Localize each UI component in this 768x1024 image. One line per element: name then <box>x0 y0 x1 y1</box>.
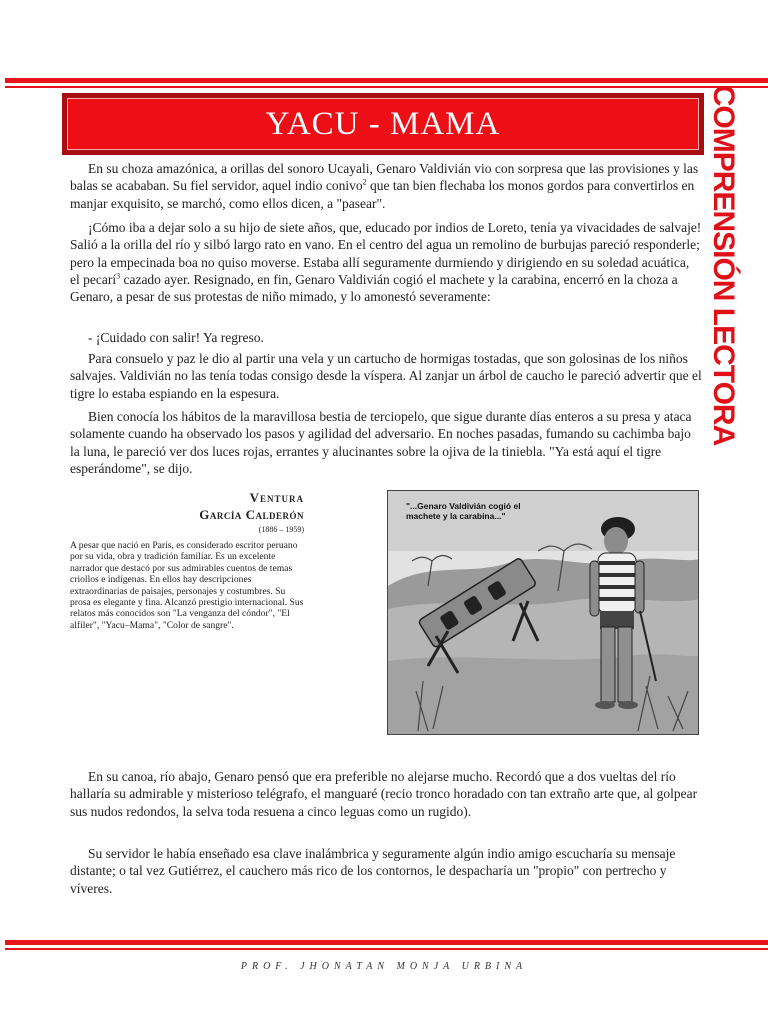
paragraph-2 <box>70 219 702 305</box>
paragraph-1-text: En su choza amazónica, a orillas del sonoro Ucayali, Genaro Valdivián vio con sorpresa que las provisiones y las balas se acababan. Su fiel servidor, aquel indio conivo <box>70 161 699 194</box>
top-thin-rule <box>5 86 768 88</box>
paragraph-2-text: ¡Cómo iba a dejar solo a su hijo de siete años, que, educado por indios de Loreto, tenía ya vivacidades de salvaje! Salió a la orilla del río y silbó largo rato en vano. En el centro del agua un remolino de burbujas pareció responderle; pero la empecinada boa no quiso moverse. Estaba allí seguramente durmiendo y dirigiendo en su soledad acuática, el pecarí <box>70 220 702 287</box>
author-first-name: Ventura <box>249 490 304 505</box>
title-banner-face <box>67 98 699 150</box>
paragraph-3: - ¡Cuidado con salir! Ya regreso. <box>88 330 264 345</box>
author-surname: García Calderón <box>199 507 304 522</box>
footnote-ref-3: 3 <box>116 271 121 281</box>
bottom-thin-rule <box>5 948 768 950</box>
top-red-rule <box>5 78 768 83</box>
footnote-ref-2: 2 <box>362 177 367 187</box>
story-illustration <box>387 490 699 735</box>
paragraph-5: Bien conocía los hábitos de la maravillosa bestia de terciopelo, que sigue durante días enteros a su presa y ataca solamente cuando ha observado los pasos y agilidad del adversario. En noches pasadas, fumando su cachimba bajo la luna, le pareció ver dos luces rojas, errantes y alucinantes sobre la ojiva de la tiniebla. "Ya está aquí el tigre esperándome", se dijo. <box>70 409 692 476</box>
footer-author: PROF. JHONATAN MONJA URBINA <box>240 961 528 972</box>
paragraph-1 <box>70 160 702 212</box>
bottom-red-rule <box>5 940 768 945</box>
side-label: COMPRENSIÓN LECTORA <box>707 84 740 446</box>
page-title: YACU - MAMA <box>265 105 501 142</box>
paragraph-1-text-cont: que tan bien flechaba los monos gordos para convertirlos en manjar exquisito, se marchó, como ellos dicen, a "pasear". <box>70 178 695 211</box>
illustration-caption: "...Genaro Valdivián cogió el machete y la carabina..." <box>406 501 521 521</box>
illustration-drawing <box>388 491 699 735</box>
author-heading <box>70 490 304 534</box>
title-banner <box>62 93 704 155</box>
paragraph-2-text-cont: cazado ayer. Resignado, en fin, Genaro Valdivián cogió el machete y la carabina, encerró en la choza a Genaro, a pesar de sus protestas de niño mimado, y lo amonestó severamente: <box>70 271 678 305</box>
side-label-box <box>703 84 743 446</box>
paragraph-6: En su canoa, río abajo, Genaro pensó que era preferible no alejarse mucho. Recordó que a dos vueltas del río hallaría su admirable y misterioso telégrafo, el manguaré (recio tronco horadado con tan extraño arte que, al golpear sus nudos redondos, la selva toda resuena a cinco leguas como un rugido). <box>70 769 698 819</box>
paragraph-7: Su servidor le había enseñado esa clave inalámbrica y seguramente algún indio amigo escucharía su mensaje distante; o tal vez Gutiérrez, el cauchero más rico de los contornos, le despacharía un "propio" con pertrecho y víveres. <box>70 846 676 896</box>
author-dates: (1886 – 1959) <box>258 525 304 534</box>
author-bio: A pesar que nació en París, es considerado escritor peruano por su vida, obra y tradición familiar. Es un excelente narrador que destacó por sus admirables cuentos de temas criollos e indígenas. En ellos hay descripciones extraordinarias de paisajes, personajes y costumbres. Su prosa es elegante y fina. Alcanzó prestigio internacional. Sus relatos más conocidos son "La venganza del cóndor", "El alfiler", "Yacu–Mama", "Color de sangre". <box>70 540 304 631</box>
paragraph-4: Para consuelo y paz le dio al partir una vela y un cartucho de hormigas tostadas, que son golosinas de los niños salvajes. Valdivián no las tenía todas consigo desde la víspera. Al zanjar un árbol de caucho le pareció advertir que el tigre lo estaba espiando en la espesura. <box>70 351 702 401</box>
